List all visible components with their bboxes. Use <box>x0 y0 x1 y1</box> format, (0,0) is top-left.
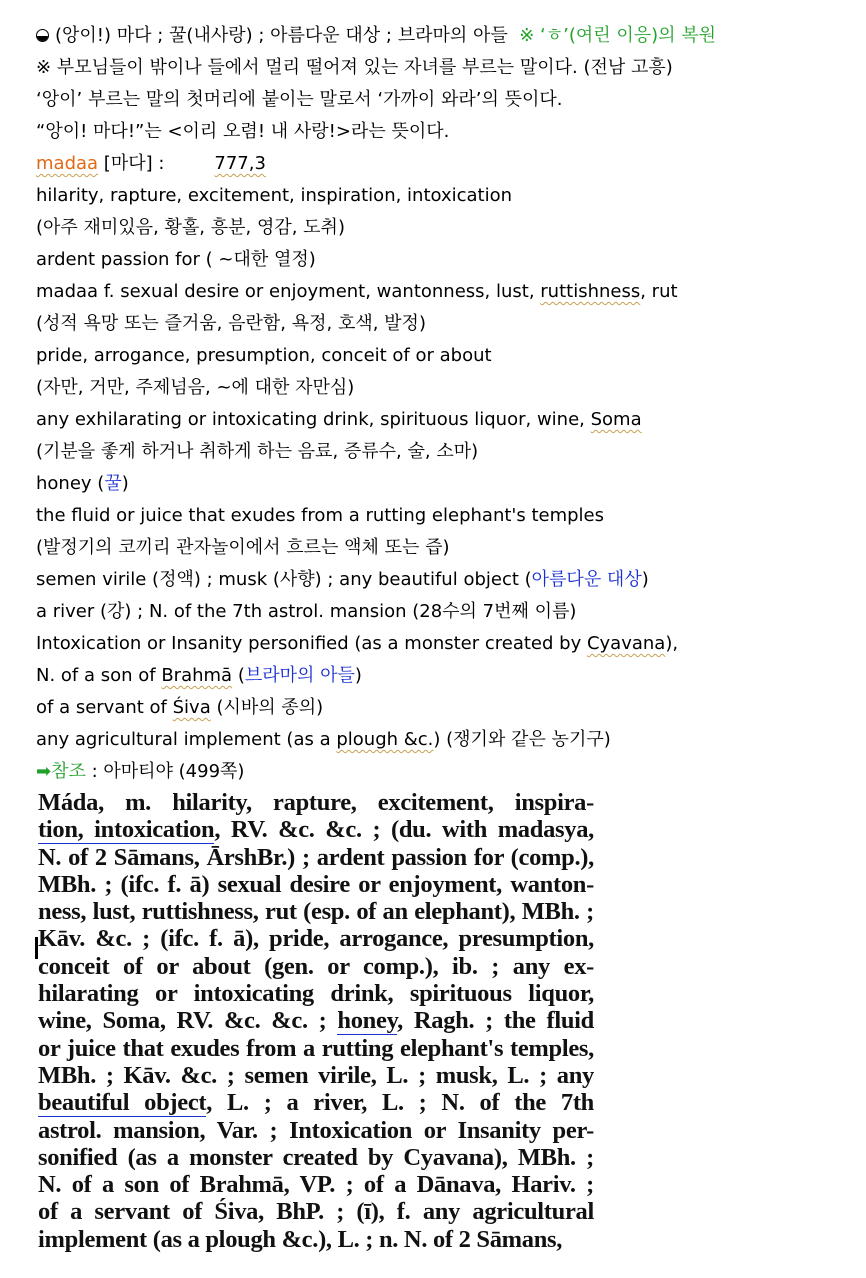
intro-line: ※ 부모님들이 밖이나 들에서 멀리 떨어져 있는 자녀를 부르는 말이다. (전남 고흥) <box>36 57 673 78</box>
meaning-line: (자만, 거만, 주제넘음, ~에 대한 자만심) <box>36 377 355 398</box>
meaning-line: semen virile (정액) ; musk (사향) ; any beautiful object (아름다운 대상) <box>36 569 649 590</box>
scan-text: Máda, m. hilarity, rapture, excitement, inspira- tion, intoxication, RV. &c. &c. ; (du. with madasya, N. of 2 Sāmans, ĀrshBr.) ; ardent passion for (comp.), MBh. ; (ifc. f. ā) sexual desire or enjoyment, wanton- ness, lust, ruttishness, rut (esp. of an elephant), MBh. ; Kāv. &c. ; (ifc. f. ā), pride, arrogance, presumption, conceit of or about (gen. or comp.), ib. ; any ex- hilarating or intoxicating drink, spirituous liquor, wine, Soma, RV. &c. &c. ; honey, Ragh. ; the fluid or juice that exudes from a rutting elephant's temples, MBh. ; Kāv. &c. ; semen virile, L. ; musk, L. ; any beautiful object, L. ; a river, L. ; N. of the 7th astrol. mansion, Var. ; Intoxication or Insanity per- sonified (as a monster created by Cyavana), MBh. ; N. of a son of Brahmā, VP. ; of a Dānava, Hariv. ; of a servant of Śiva, BhP. ; (ī), f. any agricultural implement (as a plough &c.), L. ; n. N. of 2 Sāmans, <box>38 789 594 1253</box>
meaning-line: the fluid or juice that exudes from a rutting elephant's temples <box>36 505 605 526</box>
meaning-line: pride, arrogance, presumption, conceit of or about <box>36 345 492 366</box>
reference-link[interactable]: ➡참조 <box>36 761 86 782</box>
meaning-line: any agricultural implement (as a plough &c.) (쟁기와 같은 농기구) <box>36 729 611 750</box>
intro-line: “앙이! 마다!”는 <이리 오렴! 내 사랑!>라는 뜻이다. <box>36 121 450 142</box>
meaning-line: N. of a son of Brahmā (브라마의 아들) <box>36 665 362 686</box>
page-reference: 777,3 <box>214 153 266 174</box>
entry-headword <box>36 150 862 182</box>
half-moon-icon <box>36 29 49 42</box>
intro-line: ‘앙이’ 부르는 말의 첫머리에 붙이는 말로서 ‘가까이 와라’의 뜻이다. <box>36 89 563 110</box>
headword: madaa <box>36 153 99 174</box>
dictionary-entry <box>36 22 862 790</box>
meaning-line: (성적 욕망 또는 즐거움, 음란함, 욕정, 호색, 발정) <box>36 313 426 334</box>
meaning-line: of a servant of Śiva (시바의 종의) <box>36 697 324 718</box>
heading-text: (앙이!) 마다 ; 꿀(내사랑) ; 아름다운 대상 ; 브라마의 아들 <box>55 25 508 46</box>
meaning-line: (기분을 좋게 하거나 취하게 하는 음료, 증류수, 술, 소마) <box>36 441 479 462</box>
meaning-line: (아주 재미있음, 황홀, 흥분, 영감, 도취) <box>36 217 345 238</box>
meaning-line: Intoxication or Insanity personified (as a monster created by Cyavana), <box>36 633 679 654</box>
meaning-line: madaa f. sexual desire or enjoyment, wantonness, lust, ruttishness, rut <box>36 281 678 302</box>
heading-note: ※ ‘ㅎ’(여린 이응)의 복원 <box>519 25 717 46</box>
dictionary-scan-image <box>30 787 598 1273</box>
reference-line: ➡참조 : 아마티야 (499쪽) <box>36 761 245 782</box>
meaning-line: hilarity, rapture, excitement, inspiration, intoxication <box>36 185 513 206</box>
meaning-line: ardent passion for ( ~대한 열정) <box>36 249 316 270</box>
entry-heading <box>36 22 862 54</box>
headword-reading: [마다] : <box>103 153 165 174</box>
meaning-line: a river (강) ; N. of the 7th astrol. mansion (28수의 7번째 이름) <box>36 601 577 622</box>
meaning-line: honey (꿀) <box>36 473 129 494</box>
meaning-line: (발정기의 코끼리 관자놀이에서 흐르는 액체 또는 즙) <box>36 537 450 558</box>
meaning-line: any exhilarating or intoxicating drink, spirituous liquor, wine, Soma <box>36 409 642 430</box>
